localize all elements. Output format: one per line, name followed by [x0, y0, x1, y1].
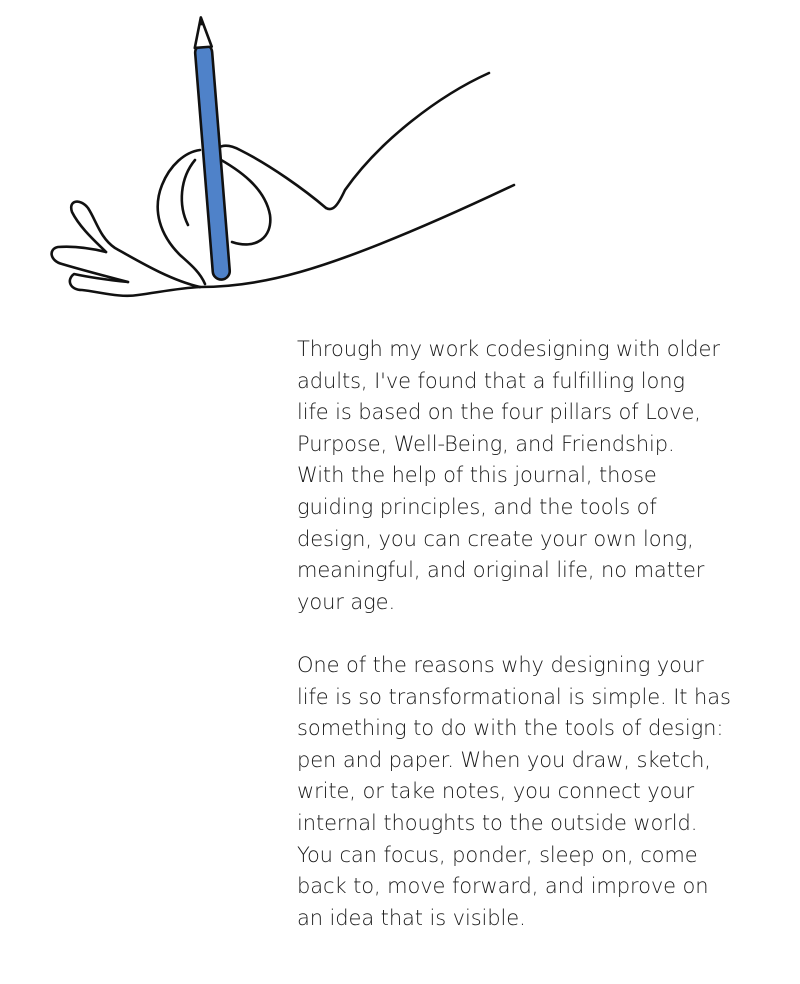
thumb-outline — [214, 146, 326, 245]
arm-upper-outline — [326, 73, 489, 209]
index-finger-inner — [182, 160, 195, 225]
body-text — [297, 334, 767, 934]
text-line: design, you can create your own long, — [297, 526, 694, 551]
pinky-outline — [70, 274, 200, 296]
text-line: pen and paper. When you draw, sketch, — [297, 747, 711, 772]
text-line: an idea that is visible. — [297, 905, 526, 930]
text-line: guiding principles, and the tools of — [297, 494, 657, 519]
text-line: something to do with the tools of design: — [297, 716, 724, 741]
text-line: internal thoughts to the outside world. — [297, 810, 698, 835]
text-line: Through my work codesigning with older — [297, 337, 720, 361]
text-line: adults, I've found that a fulfilling long — [297, 368, 685, 393]
paragraph-1 — [297, 334, 767, 618]
paragraph-2 — [297, 650, 767, 934]
middle-finger-outline — [71, 202, 200, 287]
text-line: You can focus, ponder, sleep on, come — [297, 842, 698, 867]
text-line: write, or take notes, you connect your — [297, 779, 695, 804]
index-finger-outline — [158, 150, 205, 284]
text-line: life is based on the four pillars of Love, — [297, 400, 701, 425]
text-line: Purpose, Well-Being, and Friendship. — [297, 431, 675, 456]
pencil — [192, 17, 230, 281]
hand-holding-pencil-icon — [40, 10, 530, 310]
text-line: life is so transformational is simple. It has — [297, 684, 731, 709]
text-line: your age. — [297, 589, 396, 614]
text-line: One of the reasons why designing your — [297, 652, 704, 677]
text-line: With the help of this journal, those — [297, 463, 657, 488]
text-line: back to, move forward, and improve on — [297, 874, 709, 899]
text-line: meaningful, and original life, no matter — [297, 558, 705, 583]
arm-lower-outline — [200, 185, 514, 287]
